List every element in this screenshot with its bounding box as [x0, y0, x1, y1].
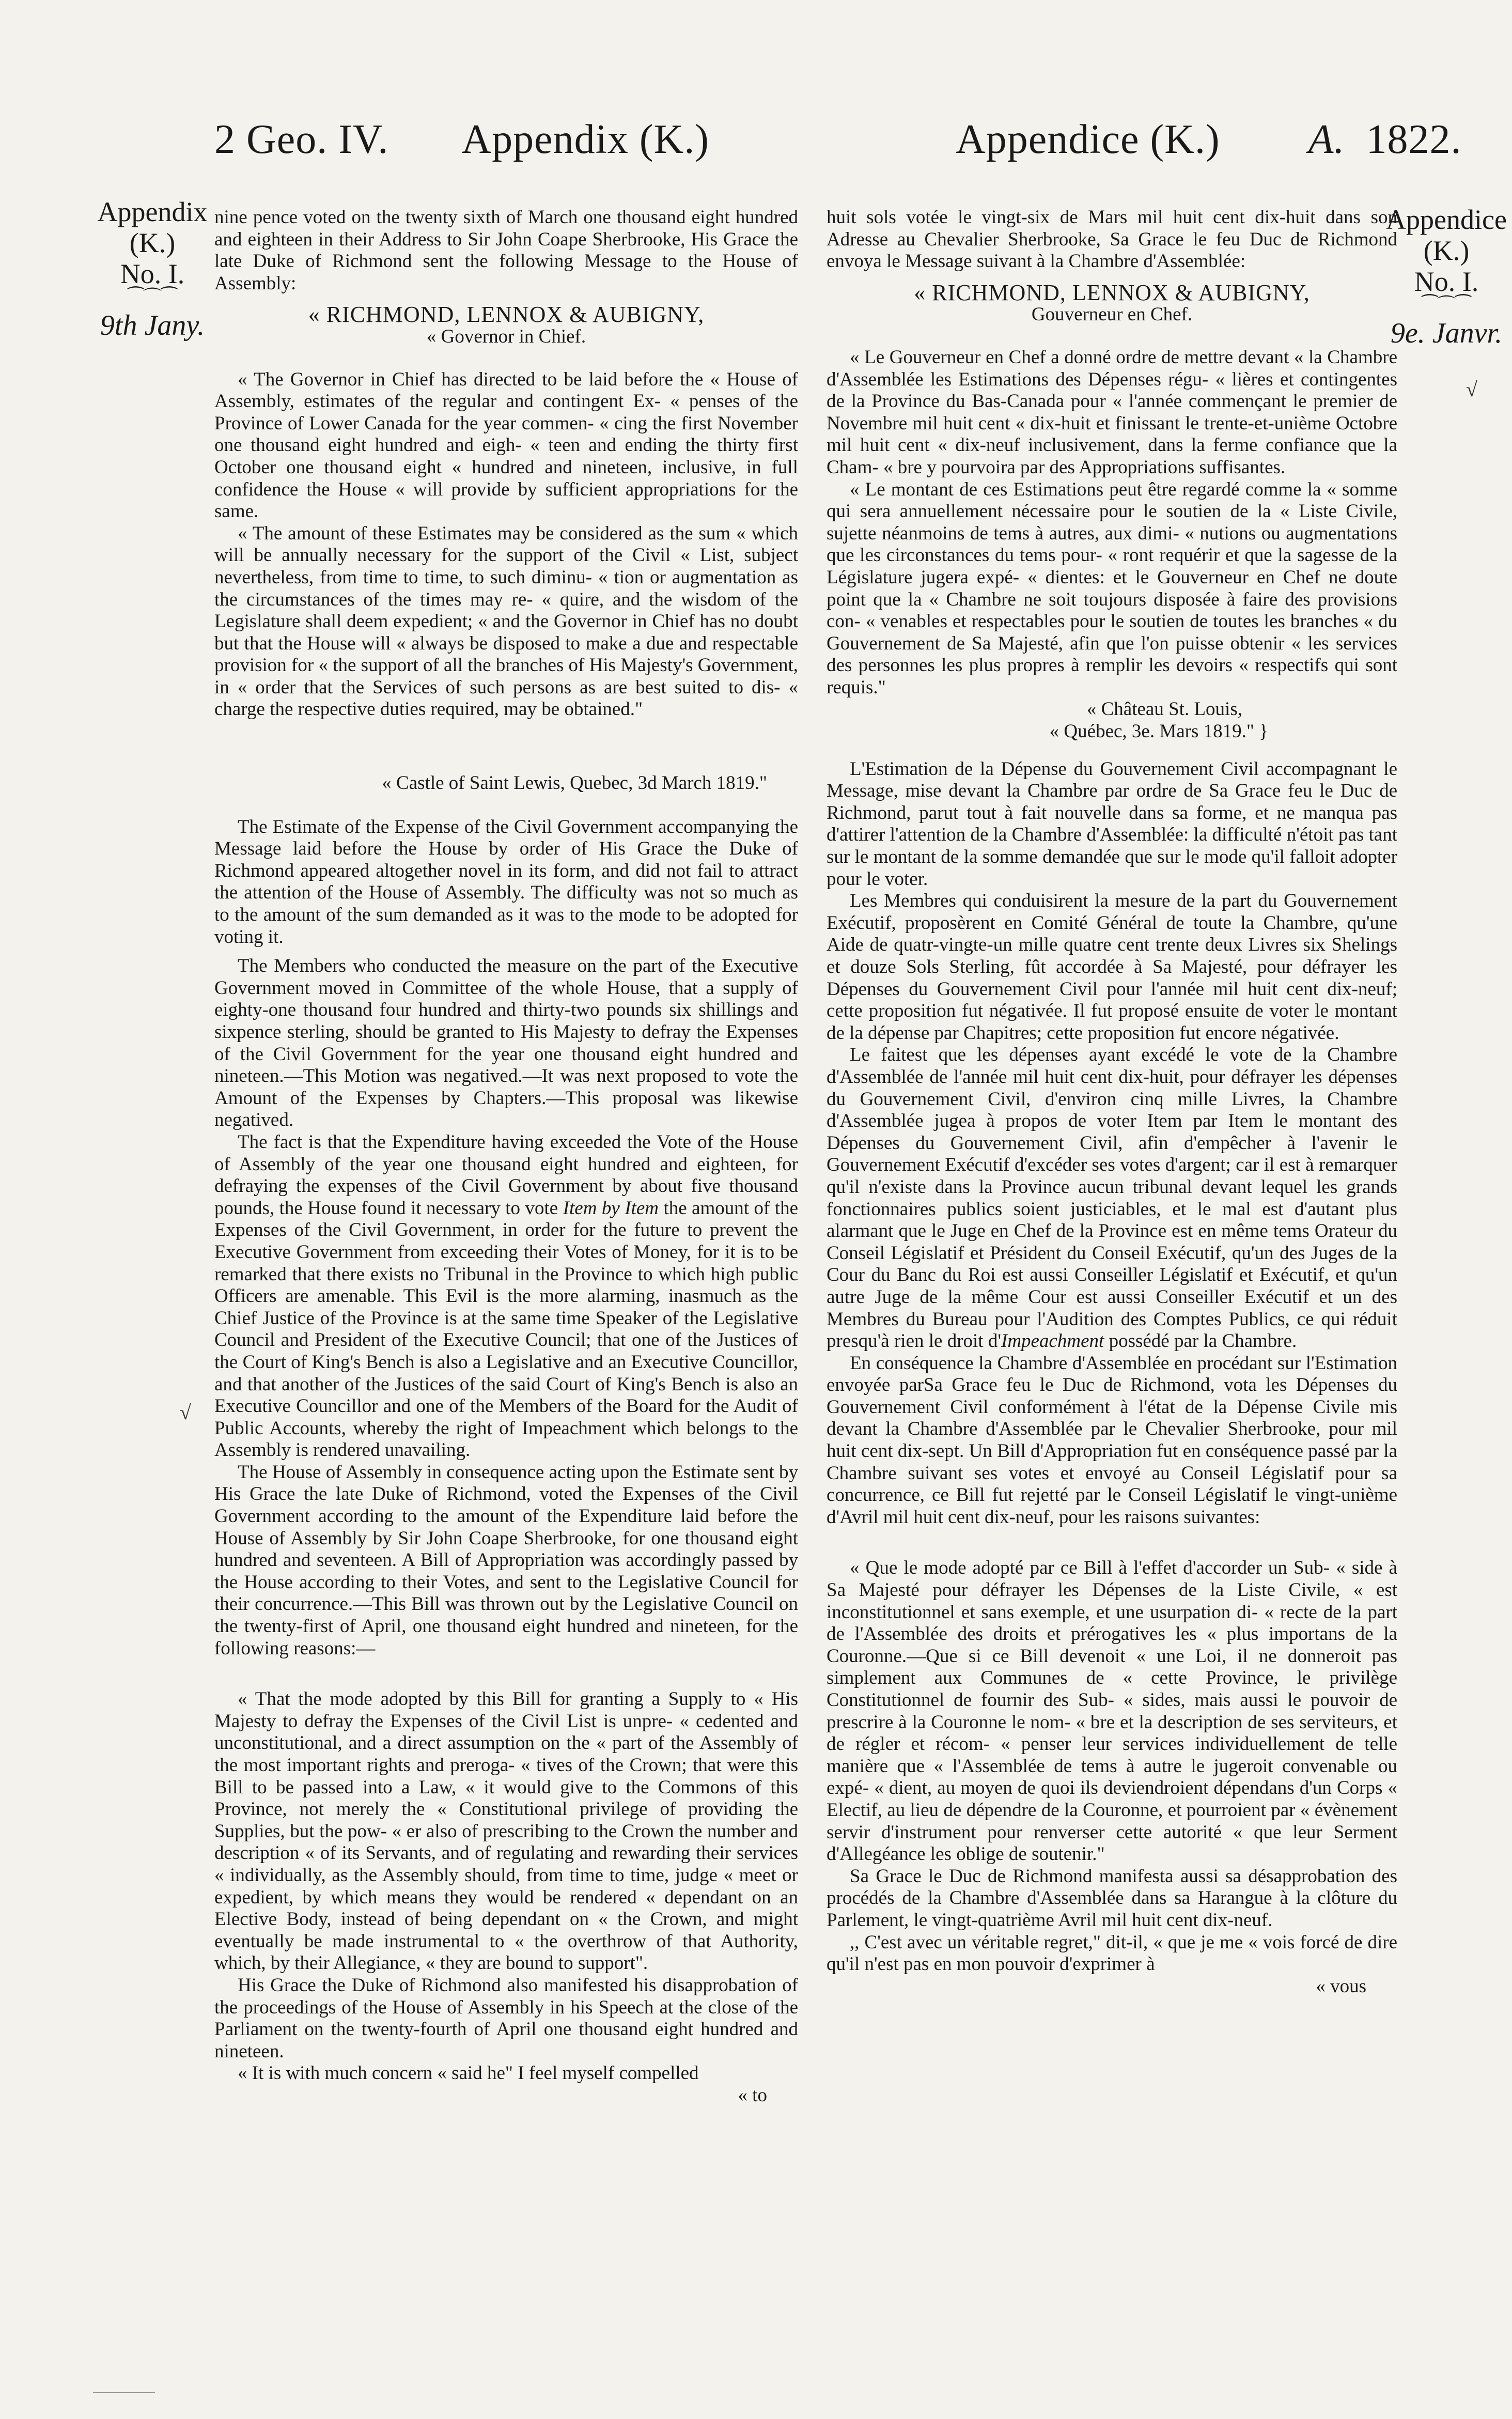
margin-note-right	[1384, 204, 1508, 349]
text-run: possédé par la Chambre.	[1104, 1330, 1297, 1352]
english-dateline: « Castle of Saint Lewis, Quebec, 3d March 1819."	[382, 772, 767, 794]
english-message-paragraph: « The Governor in Chief has directed to be laid before the « House of Assembly, estimates of the regular and contingent Ex- « penses of the Province of Lower Canada for the year commen- « cing the first November one thousand eight hundred and eigh- « teen and ending the thirty first October one thousand eight « hundred and nineteen, inclusive, in full confidence the House « will provide by sufficient appropriations for the same.	[214, 368, 798, 522]
english-intro: nine pence voted on the twenty sixth of March one thousand eight hundred and eighteen in their Address to Sir John Coape Sherbrooke, His Grace the late Duke of Richmond sent the following Message to the House of Assembly:	[214, 207, 798, 294]
check-mark: √	[180, 1401, 191, 1424]
french-signature-title: Gouverneur en Chef.	[1031, 304, 1193, 325]
anno-label: A.	[1308, 117, 1345, 162]
appendix-title: Appendix (K.)	[461, 117, 709, 162]
margin-swash: ⁀⌒⁀	[1422, 294, 1471, 315]
text-run: the amount of the Expenses of the Civil Government, in order for the future to prevent the Executive Government from exceeding their Votes of Money, for it is to be remarked that there exists no Tribunal in the Province to which high public Officers are amenable. This Evil is the more alarming, inasmuch as the Chief Justice of the Province is at the same time Speaker of the Legislative Council and President of the Executive Council; that one of the Justices of the Court of King's Bench is also a Legislative and an Executive Councillor, and that another of the Justices of the said Court of King's Bench is also an Executive Councillor and one of the Members of the Board for the Audit of Public Accounts, whereby the right of Impeachment which belongs to the Assembly is rendered unavailing.	[214, 1197, 798, 1461]
french-quotation: « Que le mode adopté par ce Bill à l'effet d'accorder un Sub- « side à Sa Majesté pour défrayer les Dépenses de la Liste Civile, « est inconstitutionnel et sans exemple, et une usurpation di- « recte de la part de l'Assemblée des droits et prérogatives les « plus importans de la Couronne.—Que si ce Bill devenoit « une Loi, il ne donneroit pas simplement aux Communes de « cette Province, le privilège Constitutionnel de fournir des Sub- « sides, mais aussi le pouvoir de prescrire à la Couronne le nom- « bre et la description de ses serviteurs, et de régler et récom- « penser leur services individuellement de telle manière que « l'Assemblée de tems à autre le jugeroit convenable ou expé- « dient, au moyen de quoi ils deviendroient dépendans d'un Corps « Electif, au lieu de dépendre de la Couronne, et pourroient par « évènement servir d'instrument pour renverser cette autorité « que leur Serment d'Allegéance les oblige de soutenir."	[827, 1557, 1397, 1865]
catchword: « vous	[1316, 1975, 1366, 1997]
appendice-title: Appendice (K.)	[956, 117, 1220, 162]
margin-appendix-letter: (K.)	[129, 227, 176, 258]
text-run: Le faitest que les dépenses ayant excédé le vote de la Chambre d'Assemblée de l'année mil huit cent dix-huit, pour défrayer les dépenses du Gouvernement Civil, d'environ cinq mille Livres, la Chambre d'Assemblée jugea à propos de voter Item par Item le montant des Dépenses du Gouvernement Civil, afin d'empêcher à l'avenir le Gouvernement Exécutif d'excéder ses votes d'argent; car il est à remarquer qu'il n'existe dans la Province aucun tribunal devant lequel les grands fonctionnaires publics soient justiciables, et le mal est d'autant plus alarmant que le Juge en Chef de la Province est en même tems Orateur du Conseil Législatif et Président du Conseil Exécutif, qu'un des Juges de la Cour du Banc du Roi est aussi Conseiller Législatif et Exécutif, et qu'un autre Juge de la même Cour est aussi Conseiller Exécutif et un des Membres du Bureau pour l'Audition des Comptes Publics, ce qui réduit presqu'à rien le droit d'	[827, 1044, 1397, 1352]
margin-swash: ⁀⌒⁀	[128, 287, 177, 307]
french-paragraph: Sa Grace le Duc de Richmond manifesta aussi sa désapprobation des procédés de la Chambre d'Assemblée dans sa Harangue à la clôture du Parlement, le vingt-quatrième Avril mil huit cent dix-neuf.	[827, 1865, 1397, 1931]
running-header-left	[214, 116, 709, 163]
catchword: « to	[738, 2084, 767, 2106]
english-message-paragraph: « The amount of these Estimates may be considered as the sum « which will be annually necessary for the support of the Civil « List, subject nevertheless, from time to time, to such diminu- « tion or augmentation as the circumstances of the times may re- « quire, and the wisdom of the Legislature shall deem expedient; « and the Governor in Chief has no doubt but that the House will « always be disposed to make a due and respectable provision for « the support of all the branches of His Majesty's Government, in « order that the Services of such persons as are best suited to dis- « charge the respective duties required, may be obtained."	[214, 522, 798, 720]
margin-date: 9e. Janvr.	[1390, 317, 1503, 349]
english-paragraph	[214, 1131, 798, 1462]
check-mark: √	[1466, 378, 1477, 401]
footer-rule	[93, 2392, 155, 2393]
english-signature: « RICHMOND, LENNOX & AUBIGNY,	[308, 302, 705, 328]
running-header-right	[956, 116, 1461, 163]
emphasis-impeachment: Impeachment	[1001, 1330, 1104, 1352]
margin-appendix-label: Appendix	[97, 196, 208, 227]
margin-note-left	[93, 196, 212, 341]
english-quotation: « That the mode adopted by this Bill for granting a Supply to « His Majesty to defray the Expenses of the Civil List is unpre- « cedented and unconstitutional, and a direct assumption on the « part of the Assembly of the most important rights and preroga- « tives of the Crown; that were this Bill to be passed into a Law, « it would give to the Commons of this Province, not merely the « Constitutional privilege of providing the Supplies, but the pow- « er also of prescribing to the Crown the number and description « of its Servants, and of regulating and rewarding their services « individually, as the Assembly should, from time to time, judge « meet or expedient, by which means they would be rendered « dependant on an Elective Body, instead of being dependant on « the Crown, and might eventually be made instrumental to « the overthrow of that Authority, which, by their Allegiance, « they are bound to support".	[214, 1688, 798, 1974]
english-paragraph: His Grace the Duke of Richmond also manifested his disapprobation of the proceedings of the House of Assembly in his Speech at the close of the Parliament on the twenty-fourth of April one thousand eight hundred and nineteen.	[214, 1974, 798, 2062]
year-label: 1822.	[1366, 117, 1462, 162]
french-dateline: « Québec, 3e. Mars 1819." }	[1049, 721, 1268, 742]
french-paragraph: ,, C'est avec un véritable regret," dit-il, « que je me « vois forcé de dire qu'il n'est pas en mon pouvoir d'exprimer à	[827, 1931, 1397, 1975]
french-intro: huit sols votée le vingt-six de Mars mil huit cent dix-huit dans son Adresse au Chevalier Sherbrooke, Sa Grace le feu Duc de Richmond envoya le Message suivant à la Chambre d'Assemblée:	[827, 207, 1397, 272]
margin-appendix-number: No. I.	[120, 258, 185, 289]
french-paragraph: En conséquence la Chambre d'Assemblée en procédant sur l'Estimation envoyée parSa Grace feu le Duc de Richmond, vota les Dépenses du Gouvernement Civil conformément à l'état de la Dépense Civile mis devant la Chambre d'Assemblée par le Chevalier Sherbrooke, pour mil huit cent dix-sept. Un Bill d'Appropriation fut en conséquence passé par la Chambre suivant ses votes et envoyé au Conseil Législatif pour sa concurrence, ce Bill fut rejetté par le Conseil Législatif le vingt-unième d'Avril mil huit cent dix-neuf, pour les raisons suivantes:	[827, 1352, 1397, 1528]
french-column	[827, 207, 1397, 1997]
english-paragraph: « It is with much concern « said he" I feel myself compelled	[238, 2063, 699, 2084]
french-dateline: « Château St. Louis,	[1086, 699, 1242, 720]
french-paragraph: L'Estimation de la Dépense du Gouvernement Civil accompagnant le Message, mise devant la Chambre par ordre de Sa Grace feu le Duc de Richmond, parut tout à fait nouvelle dans sa forme, et ne manqua pas d'attirer l'attention de la Chambre d'Assemblée: la difficulté n'étoit pas tant sur le montant de la somme demandée que sur le mode qu'il falloit adopter pour le voter.	[827, 758, 1397, 890]
english-paragraph: The House of Assembly in consequence acting upon the Estimate sent by His Grace the late Duke of Richmond, voted the Expenses of the Civil Government according to the amount of the Expenditure laid before the House of Assembly by Sir John Coape Sherbrooke, for one thousand eight hundred and seventeen. A Bill of Appropriation was accordingly passed by the House according to their Votes, and sent to the Legislative Council for their concurrence.—This Bill was thrown out by the Legislative Council on the twenty-first of April, one thousand eight hundred and nineteen, for the following reasons:—	[214, 1461, 798, 1659]
french-message-paragraph: « Le montant de ces Estimations peut être regardé comme la « somme qui sera annuellement nécessaire pour le soutien de la « Liste Civile, sujette néanmoins de tems à autres, aux dimi- « nutions ou augmentations que les circonstances du tems pour- « ront requérir et que la sagesse de la Législature jugera expé- « dientes: et le Gouverneur en Chef ne doute point que la « Chambre ne soit toujours disposée à faire des provisions con- « venables et respectables pour le soutien de toutes les branches « du Gouvernement de Sa Majesté, afin que l'on puisse obtenir « les services des personnes les plus propres à remplir les devoirs « respectifs qui sont requis."	[827, 478, 1397, 698]
french-message-paragraph: « Le Gouverneur en Chef a donné ordre de mettre devant « la Chambre d'Assemblée les Estimations des Dépenses régu- « lières et contingentes de la Province du Bas-Canada pour « l'année commençant le premier de Novembre mil huit cent « dix-huit et finissant le trente-et-unième Octobre mil huit cent « dix-neuf inclusivement, dans la ferme confiance que la Cham- « bre y pourvoira par des Appropriations suffisantes.	[827, 346, 1397, 478]
french-signature: « RICHMOND, LENNOX & AUBIGNY,	[914, 280, 1310, 305]
french-paragraph: Les Membres qui conduisirent la mesure de la part du Gouvernement Exécutif, proposèrent en Comité Général de toute la Chambre, qu'une Aide de quatr-vingte-un mille quatre cent trente deux Livres six Shelings et douze Sols Sterling, fût accordée à Sa Majesté, pour défrayer les Dépenses du Gouvernement Civil pour l'année mil huit cent dix-neuf; cette proposition fut négativée. Il fut proposé ensuite de voter le montant de la dépense par Chapitres; cette proposition fut encore négativée.	[827, 890, 1397, 1044]
reign-label: 2 Geo. IV.	[214, 117, 389, 162]
english-paragraph: The Members who conducted the measure on the part of the Executive Government moved in Committee of the whole House, that a supply of eighty-one thousand four hundred and thirty-two pounds six shillings and sixpence sterling, should be granted to His Majesty to defray the Expenses of the Civil Government for the year one thousand eight hundred and nineteen.—This Motion was negatived.—It was next proposed to vote the Amount of the Expenses by Chapters.—This proposal was likewise negatived.	[214, 955, 798, 1131]
french-paragraph	[827, 1044, 1397, 1352]
margin-appendice-label: Appendice	[1386, 204, 1507, 235]
emphasis-item-by-item: Item by Item	[563, 1197, 659, 1219]
english-column	[214, 207, 798, 2107]
english-paragraph: The Estimate of the Expense of the Civil Government accompanying the Message laid before the House by order of His Grace the Duke of Richmond appeared altogether novel in its form, and did not fail to attract the attention of the House of Assembly. The difficulty was not so much as to the amount of the sum demanded as it was to the mode to be adopted for voting it.	[214, 816, 798, 948]
text-run: The fact is that the Expenditure having exceeded the Vote of the House of Assembly of the year one thousand eight hundred and eighteen, for defraying the expenses of the Civil Government by about five thousand pounds, the House found it necessary to vote	[214, 1131, 798, 1219]
margin-date: 9th Jany.	[100, 309, 205, 342]
margin-appendice-number: No. I.	[1414, 266, 1479, 297]
english-signature-title: « Governor in Chief.	[426, 325, 586, 347]
margin-appendice-letter: (K.)	[1423, 235, 1470, 266]
